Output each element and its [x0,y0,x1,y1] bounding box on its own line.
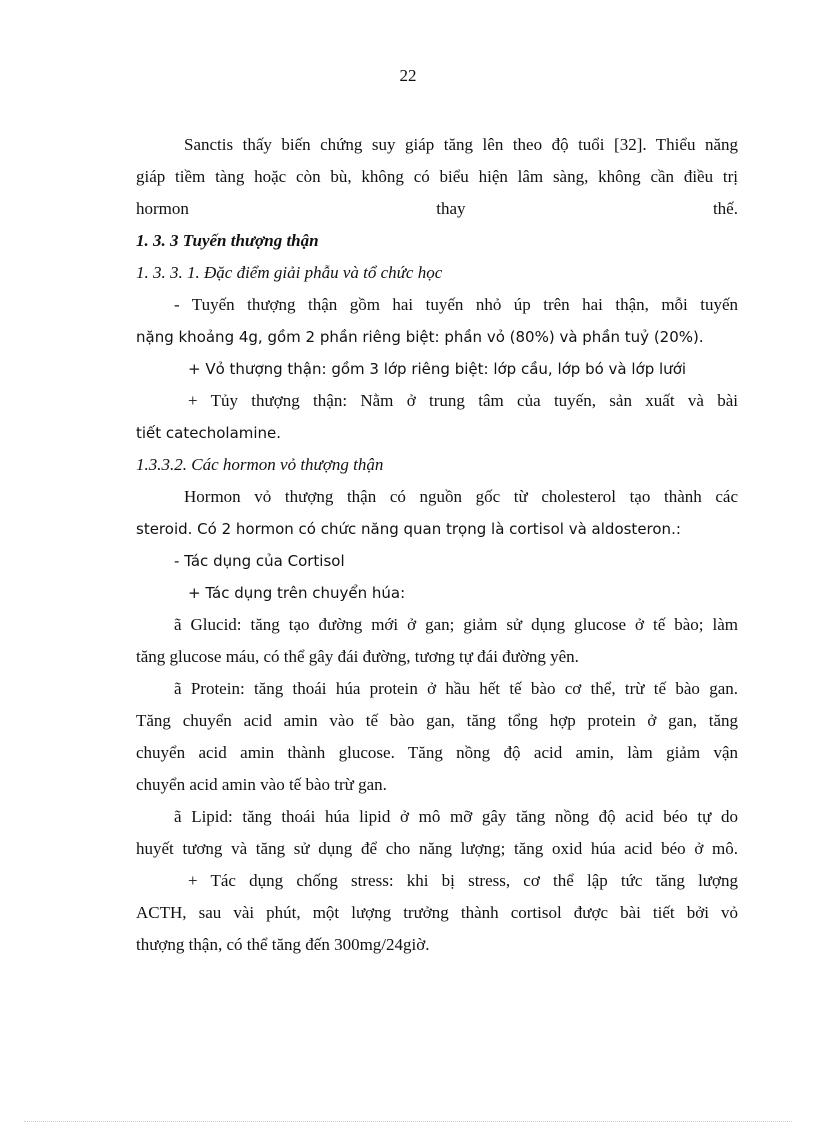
body-text-line: + Vỏ thượng thận: gồm 3 lớp riêng biệt: lớp cầu, lớp bó và lớp lưới [188,360,687,378]
subsection-heading: 1.3.3.2. Các hormon vỏ thượng thận [136,455,384,474]
body-text-line: giáp tiềm tàng hoặc còn bù, không có biểu hiện lâm sàng, không cần điều trị [136,167,738,186]
body-text-line: - Tuyến thượng thận gồm hai tuyến nhỏ úp trên hai thận, mỗi tuyến [174,295,738,314]
body-text-line: huyết tương và tăng sử dụng để cho năng lượng; tăng oxid húa acid béo ở mô. [136,839,738,858]
body-text-line: ACTH, sau vài phút, một lượng trưởng thành cortisol được bài tiết bởi vỏ [136,903,738,922]
body-text-line: Sanctis thấy biến chứng suy giáp tăng lên theo độ tuổi [32]. Thiểu năng [184,135,738,154]
page-bottom-border [24,1121,792,1122]
body-text-line: + Tác dụng trên chuyển húa: [188,584,406,602]
body-text-line: tăng glucose máu, có thể gây đái đường, tương tự đái đường yên. [136,647,579,666]
subsection-heading: 1. 3. 3. 1. Đặc điểm giải phẫu và tổ chức học [136,263,443,282]
body-text-line: + Tủy thượng thận: Nằm ở trung tâm của tuyến, sản xuất và bài [188,391,738,410]
body-text-line: Tăng chuyển acid amin vào tế bào gan, tăng tổng hợp protein ở gan, tăng [136,711,738,730]
word: thế. [712,199,738,218]
body-text-line: nặng khoảng 4g, gồm 2 phần riêng biệt: phần vỏ (80%) và phần tuỷ (20%). [136,328,704,346]
word: hormon [136,199,189,218]
body-text-line: chuyển acid amin vào tế bào trừ gan. [136,775,387,794]
body-text-line: steroid. Có 2 hormon có chức năng quan trọng là cortisol và aldosteron.: [136,520,681,538]
section-heading: 1. 3. 3 Tuyến thượng thận [136,231,319,250]
body-text-line: ã Glucid: tăng tạo đường mới ở gan; giảm sử dụng glucose ở tế bào; làm [174,615,738,634]
body-text-line: ã Protein: tăng thoái húa protein ở hầu hết tế bào cơ thể, trừ tế bào gan. [174,679,738,698]
page-number: 22 [399,66,417,85]
body-text-line: + Tác dụng chống stress: khi bị stress, cơ thể lập tức tăng lượng [188,871,738,890]
body-text-line: thượng thận, có thể tăng đến 300mg/24giờ. [136,935,430,954]
body-text-line: - Tác dụng của Cortisol [174,552,345,570]
body-text-line: ã Lipid: tăng thoái húa lipid ở mô mỡ gây tăng nồng độ acid béo tự do [174,807,738,826]
body-text-line [136,199,738,219]
word: thay [436,199,466,218]
body-text-line: Hormon vỏ thượng thận có nguồn gốc từ cholesterol tạo thành các [184,487,738,506]
body-text-line: chuyển acid amin thành glucose. Tăng nồng độ acid amin, làm giảm vận [136,743,738,762]
body-text-line: tiết catecholamine. [136,424,282,442]
